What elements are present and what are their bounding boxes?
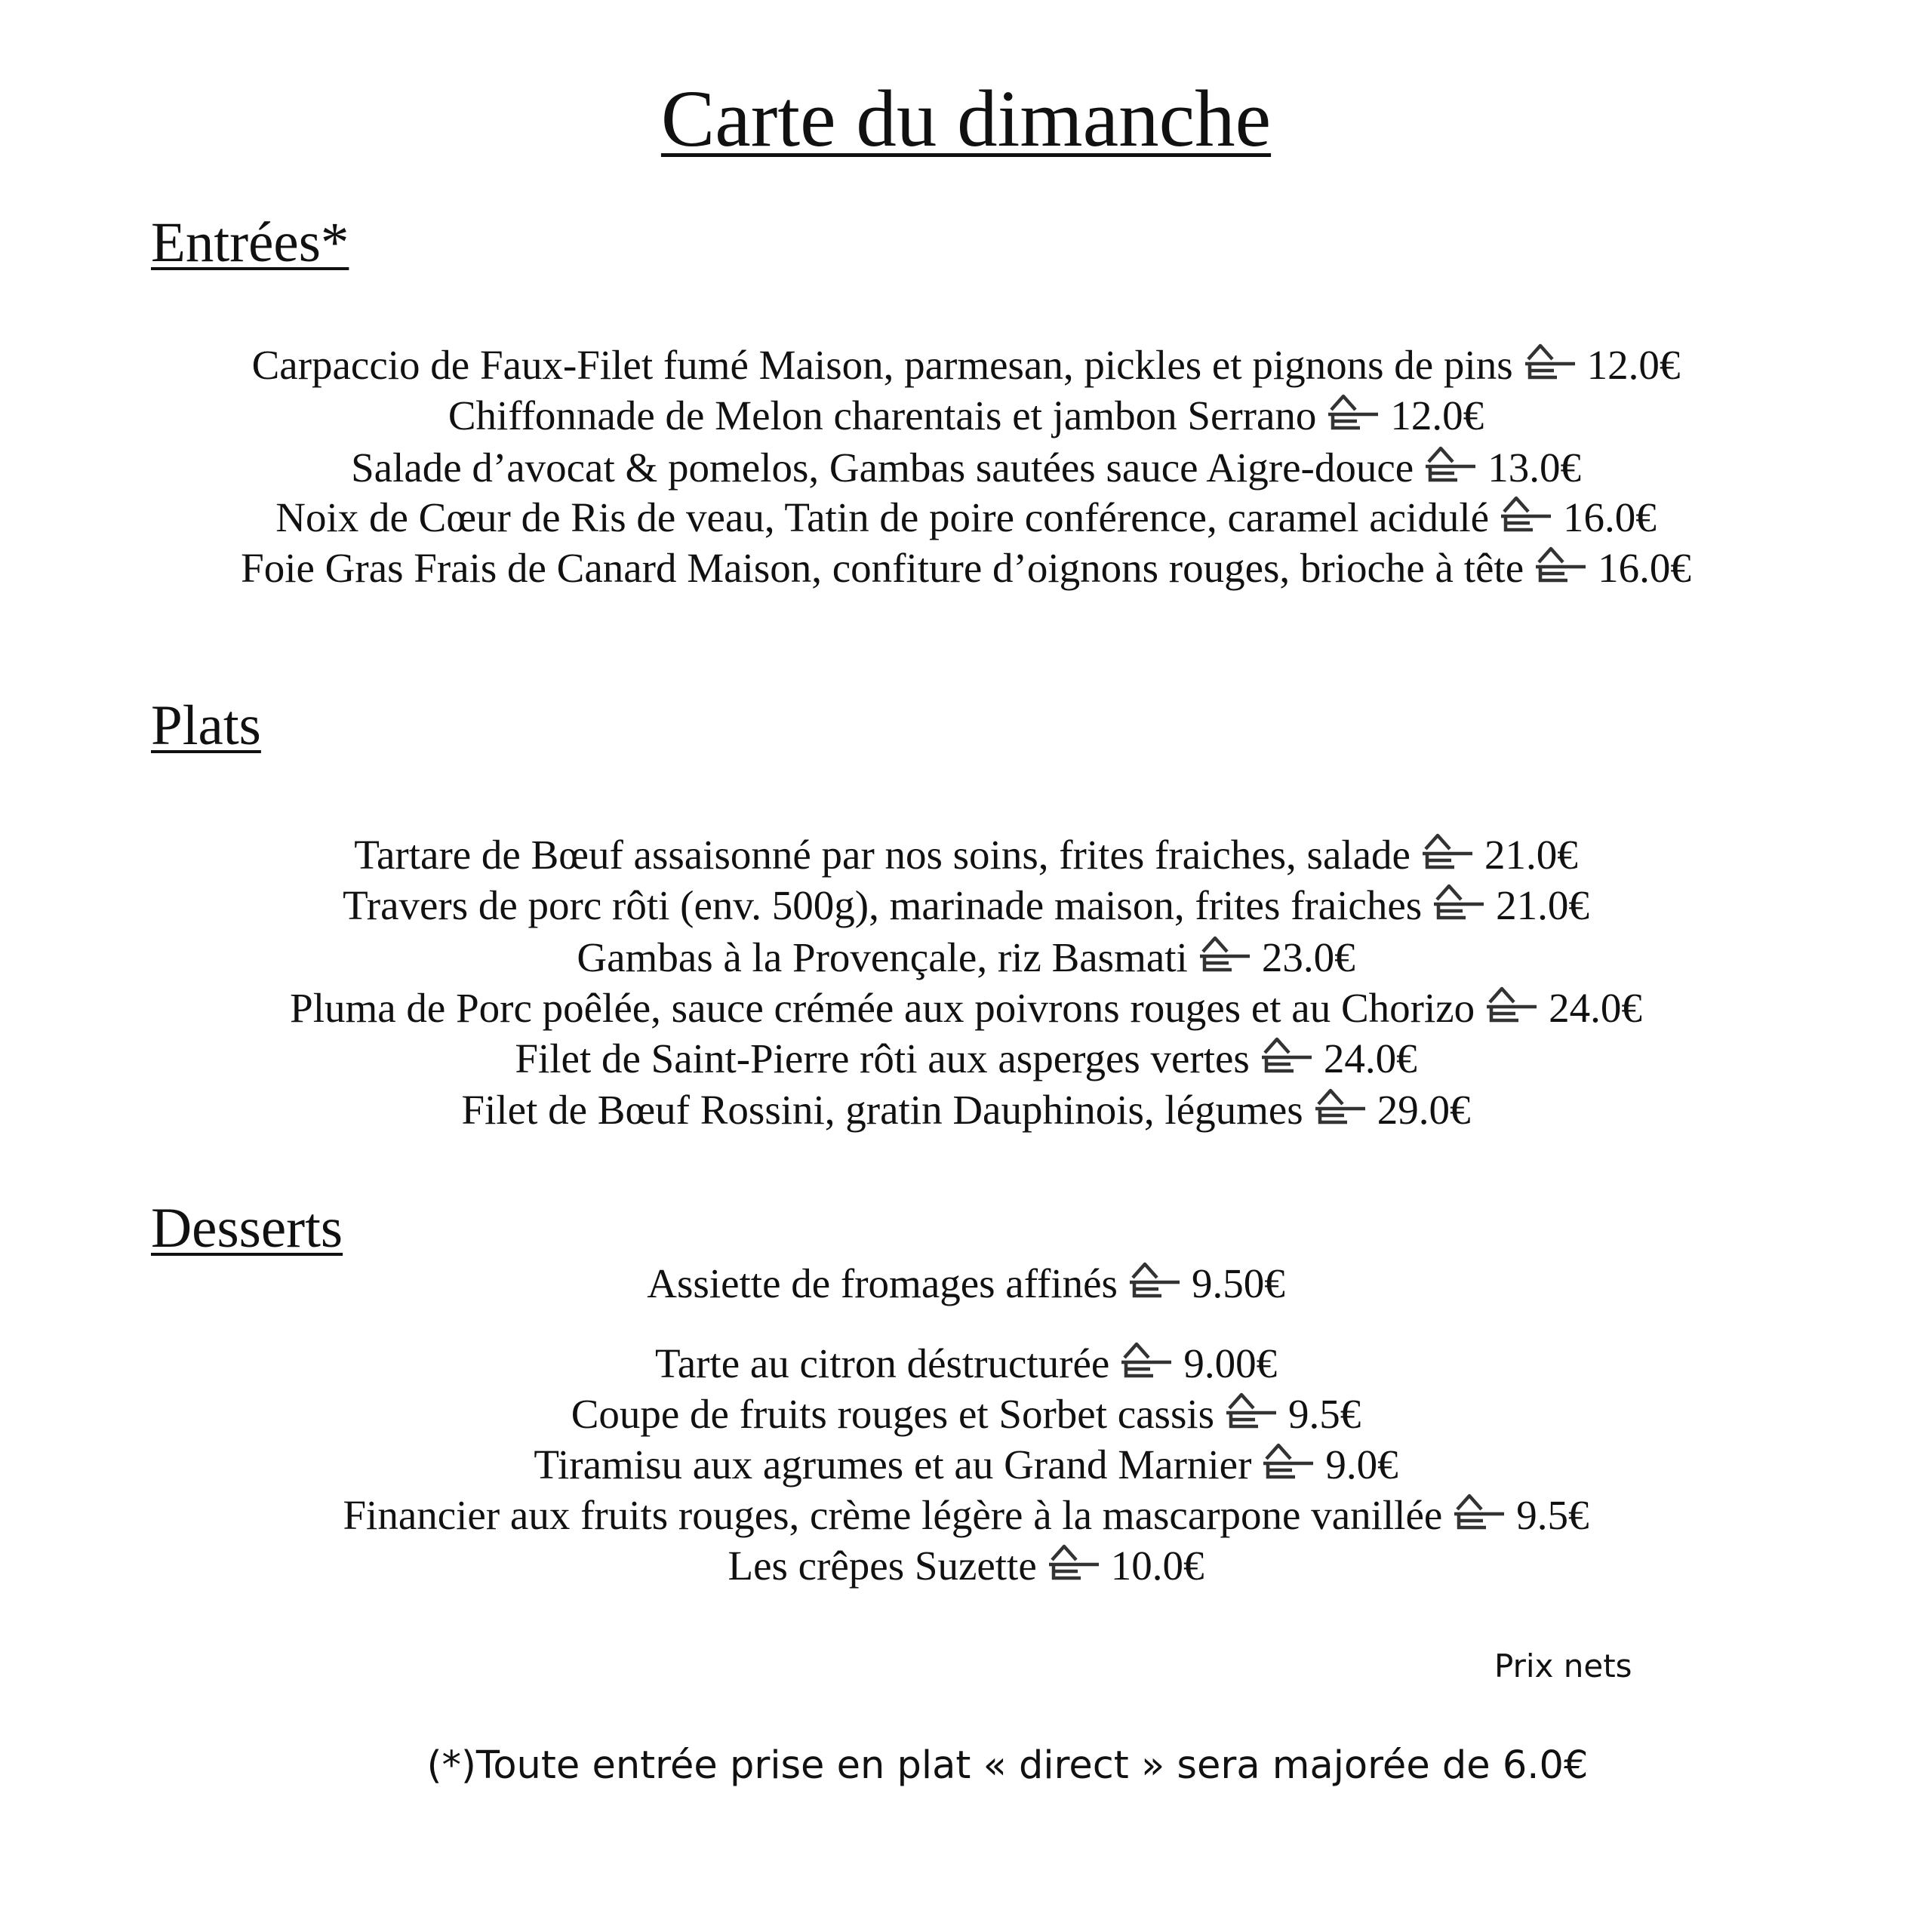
menu-item bbox=[0, 340, 1932, 391]
menu-item bbox=[0, 1338, 1932, 1389]
menu-item-price: 12.0€ bbox=[1390, 392, 1484, 438]
menu-item bbox=[0, 1439, 1932, 1491]
house-outline-icon bbox=[1262, 1441, 1318, 1484]
menu-item bbox=[0, 390, 1932, 441]
menu-item-price: 9.5€ bbox=[1288, 1391, 1361, 1437]
menu-item bbox=[0, 543, 1932, 594]
menu-item-label: Coupe de fruits rouges et Sorbet cassis bbox=[571, 1391, 1215, 1437]
menu-item-label: Gambas à la Provençale, riz Basmati bbox=[577, 934, 1188, 980]
house-outline-icon bbox=[1500, 494, 1555, 537]
menu-item bbox=[0, 829, 1932, 881]
menu-item-label: Financier aux fruits rouges, crème légère à la mascarpone vanillée bbox=[343, 1492, 1443, 1538]
menu-item-price: 29.0€ bbox=[1377, 1087, 1471, 1133]
house-outline-icon bbox=[1128, 1260, 1184, 1303]
menu-item-label: Tiramisu aux agrumes et au Grand Marnier bbox=[534, 1441, 1252, 1487]
house-outline-icon bbox=[1424, 444, 1480, 488]
house-outline-icon bbox=[1120, 1340, 1176, 1383]
menu-item-label: Chiffonnade de Melon charentais et jambon Serrano bbox=[448, 392, 1317, 438]
menu-item bbox=[0, 442, 1932, 494]
menu-item-label: Carpaccio de Faux-Filet fumé Maison, parmesan, pickles et pignons de pins bbox=[251, 342, 1513, 388]
menu-item-price: 16.0€ bbox=[1598, 545, 1691, 591]
menu-item-price: 24.0€ bbox=[1549, 985, 1642, 1031]
menu-item-price: 16.0€ bbox=[1563, 494, 1657, 540]
section-heading-desserts: Desserts bbox=[151, 1197, 343, 1260]
menu-item-price: 9.00€ bbox=[1183, 1340, 1278, 1386]
menu-item-price: 21.0€ bbox=[1496, 882, 1589, 928]
menu-item-price: 23.0€ bbox=[1261, 934, 1355, 980]
menu-item-price: 10.0€ bbox=[1110, 1543, 1204, 1589]
menu-item-price: 13.0€ bbox=[1487, 445, 1581, 491]
menu-item-label: Salade d’avocat & pomelos, Gambas sautées sauce Aigre-douce bbox=[351, 445, 1414, 491]
house-outline-icon bbox=[1524, 341, 1580, 385]
menu-item-label: Noix de Cœur de Ris de veau, Tatin de poire conférence, caramel acidulé bbox=[275, 494, 1490, 540]
house-outline-icon bbox=[1485, 984, 1541, 1028]
menu-item-price: 9.50€ bbox=[1191, 1260, 1285, 1306]
menu-item bbox=[0, 1490, 1932, 1541]
section-heading-entrees: Entrées* bbox=[151, 211, 349, 274]
house-outline-icon bbox=[1048, 1542, 1103, 1586]
menu-item bbox=[0, 932, 1932, 983]
menu-item-price: 24.0€ bbox=[1323, 1035, 1417, 1081]
house-outline-icon bbox=[1314, 1086, 1370, 1130]
house-outline-icon bbox=[1260, 1035, 1316, 1078]
menu-item bbox=[0, 880, 1932, 931]
menu-item-label: Foie Gras Frais de Canard Maison, confiture d’oignons rouges, brioche à tête bbox=[241, 545, 1524, 591]
menu-item-label: Pluma de Porc poêlée, sauce crémée aux poivrons rouges et au Chorizo bbox=[290, 985, 1475, 1031]
prix-nets-note: Prix nets bbox=[1494, 1647, 1632, 1684]
menu-item bbox=[0, 1540, 1932, 1592]
house-outline-icon bbox=[1225, 1390, 1281, 1434]
menu-item bbox=[0, 492, 1932, 543]
menu-item bbox=[0, 1258, 1932, 1309]
menu-item bbox=[0, 1389, 1932, 1440]
menu-item-price: 12.0€ bbox=[1586, 342, 1681, 388]
house-outline-icon bbox=[1421, 831, 1477, 875]
menu-item-label: Filet de Saint-Pierre rôti aux asperges vertes bbox=[515, 1035, 1250, 1081]
menu-item bbox=[0, 1033, 1932, 1084]
menu-item bbox=[0, 983, 1932, 1034]
house-outline-icon bbox=[1534, 544, 1590, 588]
menu-item-label: Les crêpes Suzette bbox=[728, 1543, 1037, 1589]
menu-item-label: Travers de porc rôti (env. 500g), marinade maison, frites fraiches bbox=[343, 882, 1423, 928]
footnote: (*)Toute entrée prise en plat « direct » sera majorée de 6.0€ bbox=[426, 1743, 1589, 1788]
menu-item-label: Tartare de Bœuf assaisonné par nos soins, frites fraiches, salade bbox=[354, 832, 1411, 878]
section-heading-plats: Plats bbox=[151, 694, 261, 757]
menu-item bbox=[0, 1084, 1932, 1136]
menu-item-price: 21.0€ bbox=[1484, 832, 1578, 878]
menu-item-price: 9.5€ bbox=[1516, 1492, 1589, 1538]
house-outline-icon bbox=[1327, 392, 1383, 435]
menu-item-label: Assiette de fromages affinés bbox=[647, 1260, 1118, 1306]
page-title: Carte du dimanche bbox=[660, 75, 1272, 164]
house-outline-icon bbox=[1432, 881, 1488, 925]
house-outline-icon bbox=[1198, 934, 1254, 977]
house-outline-icon bbox=[1453, 1491, 1509, 1535]
menu-item-label: Filet de Bœuf Rossini, gratin Dauphinois, légumes bbox=[461, 1087, 1303, 1133]
menu-item-label: Tarte au citron déstructurée bbox=[654, 1340, 1110, 1386]
menu-item-price: 9.0€ bbox=[1325, 1441, 1398, 1487]
